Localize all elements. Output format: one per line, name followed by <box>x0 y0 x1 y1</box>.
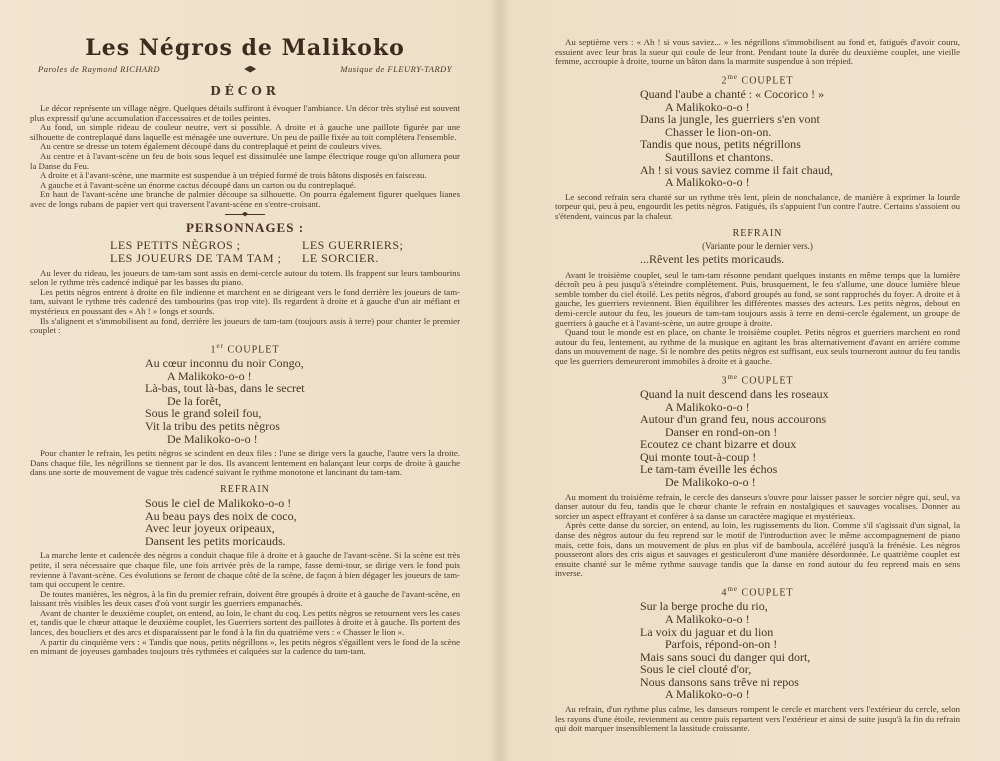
verse-line: Le tam-tam éveille les échos <box>640 462 778 477</box>
stage-direction: Pour chanter le refrain, les petits nègros se scindent en deux files : l'une se dirige vers la gauche, l'autre vers la droite. Dans chaque file, les négrillons se tiennent par le dos. Ils avancent lentement en balançant leur corps de droite à gauche dans une sorte de mouvement de vague très cadencé suivant le rythme monotone et lancinant du tam-tam. <box>30 448 460 478</box>
couplet-2-verse <box>640 88 960 189</box>
verse-line: Mais sans souci du danger qui dort, <box>640 649 811 664</box>
decor-paragraph: Au centre se dresse un totem également découpé dans du contreplaqué et peint de couleurs vives. <box>40 141 382 152</box>
stage-direction: Quand tout le monde est en place, on chante le troisième couplet. Petits nègros et guerriers marchent en rond autour du feu, lentement, au rythme de la musique en agitant les bras alternativement d'avant en arrière comme dans un mouvement de nage. Si le nombre des petits nègros est suffisant, eux seuls tourneront autour du feu tandis que les guerriers demeureront immobiles à droite et à gauche. <box>555 327 960 366</box>
stage-direction: Au moment du troisième refrain, le cercle des danseurs s'ouvre pour laisser passer le sorcier nègre qui, seul, va danser autour du feu, tandis que le chœur chante le refrain en nostalgiques et sauvages vocalises. Donner au sorcier un aspect effrayant et conférer à sa danse un caractère magique et mystérieux. <box>555 491 960 521</box>
verse-line: Dans la jungle, les guerriers s'en vont <box>640 112 820 127</box>
refrain-2-heading: REFRAIN <box>732 227 783 239</box>
verse-line: A Malikoko-o-o ! <box>665 175 750 190</box>
stage-direction: Au refrain, d'un rythme plus calme, les danseurs rompent le cercle et marchent vers l'extérieur du cercle, selon les rayons d'une étoile, revienment au centre puis repartent vers l'extérieur et ainsi de suite jusqu'à la fin du refrain qui doit marquer insensiblement la lassitude croissante. <box>555 704 960 734</box>
refrain-1-verse <box>145 497 460 547</box>
stage-direction: Avant de chanter le deuxième couplet, on entend, au loin, le chant du coq. Les petits nègros se retournent vers les cases et, tandis que le chœur attaque le deuxième couplet, les Guerriers sortent des paillotes à droite et à gauche. Ils portent des lances, des boucliers et des arcs et disparaissent par le fond à la fin du quatrième vers : « Chasser le lion ». <box>30 607 460 638</box>
couplet-4-verse <box>640 600 960 701</box>
verse-line: Là-bas, tout là-bas, dans le secret <box>145 381 305 396</box>
verse-line: Parfois, répond-on-on ! <box>665 637 778 652</box>
lyrics-credit: Paroles de Raymond RICHARD <box>38 64 160 74</box>
verse-line: Dansent les petits moricauds. <box>145 533 286 548</box>
refrain-2-note: (Variante pour le dernier vers.) <box>702 240 813 251</box>
couplet-3-verse <box>640 388 960 489</box>
couplet-2-heading: $2^{me}$ COUPLET <box>721 72 794 87</box>
stage-direction: De toutes manières, les nègros, à la fin du premier refrain, doivent être groupés à droite et à gauche de l'avant-scène, en laissant très visibles les deux cases d'où vont surgir les guerriers empanachés. <box>30 588 460 609</box>
verse-line: Au cœur inconnu du noir Congo, <box>145 356 304 371</box>
character-name: LES GUERRIERS; <box>302 237 404 252</box>
credits-line <box>30 64 460 74</box>
diamond-ornament-icon <box>244 66 256 73</box>
couplet-1-verse <box>145 357 460 445</box>
decor-paragraph: Au centre et à l'avant-scène un feu de bois sous lequel est dissimulée une lampe électrique rouge qu'on allumera pour la Danse du Feu. <box>30 150 460 171</box>
stage-direction: Avant le troisième couplet, seul le tam-tam résonne pendant quelques instants en même temps que la lumière décroît peu à peu jusqu'à s'éteindre complètement. Puis, brusquement, le feu s'allume, une douce lumière bleue semble tomber du ciel étoilé. Les petits nègros, d'abord groupés au fond, se sont rapprochés du foyer. A droite et à gauche, les guerriers reviennent. Bien équilibrer les différentes masses des acteurs. Les petits nègros, debout en demi-cercle autour du feu, les joueurs de tam-tam toujours assis à terre en demi-cercle également, un groupe de guerriers à gauche et à l'avant-scène, un autre groupe à droite. <box>555 269 960 328</box>
stage-direction: Au lever du rideau, les joueurs de tam-tam sont assis en demi-cercle autour du totem. Ils frappent sur leurs tambourins selon le rythme très cadencé indiqué par les basses du piano. <box>30 267 460 288</box>
refrain-2-line: ...Rêvent les petits moricauds. <box>640 251 785 266</box>
verse-line: Quand l'aube a chanté : « Cocorico ! » <box>640 87 825 102</box>
verse-line: A Malikoko-o-o ! <box>167 368 252 383</box>
music-credit: Musique de FLEURY-TARDY <box>340 64 452 74</box>
decor-paragraph: Le décor représente un village nègre. Quelques détails suffiront à évoquer l'ambiance. Un décor très stylisé est souvent plus expressif qu'une accumulation d'accessoires et de toiles peintes. <box>30 103 460 123</box>
verse-line: Ah ! si vous saviez comme il fait chaud, <box>640 162 833 177</box>
stage-direction: Ils s'alignent et s'immobilisent au fond, derrière les joueurs de tam-tam (toujours assis à terre) pour chanter le premier couplet : <box>30 315 460 336</box>
verse-line: A Malikoko-o-o ! <box>665 399 750 414</box>
verse-line: Sous le grand soleil fou, <box>145 406 262 421</box>
verse-line: A Malikoko-o-o ! <box>665 99 750 114</box>
verse-line: Au beau pays des noix de coco, <box>145 508 297 523</box>
couplet-4-heading: $4^{me}$ COUPLET <box>721 585 794 599</box>
couplet-1-heading: 1er COUPLET <box>210 341 280 356</box>
verse-line: La voix du jaguar et du lion <box>640 624 774 639</box>
stage-direction: Le second refrain sera chanté sur un rythme très lent, plein de nonchalance, de manière à exprimer la lourde torpeur qui, peu à peu, engourdit les petits nègros. Fatigués, ils s'appuient l'un contre l'autre. Certains s'assoient ou s'étendent, vaincus par la chaleur. <box>555 191 960 222</box>
personnages-heading: PERSONNAGES : <box>185 219 305 235</box>
verse-line: De Malikoko-o-o ! <box>665 475 756 490</box>
refrain-1-heading: REFRAIN <box>220 483 270 495</box>
verse-line: Qui monte tout-à-coup ! <box>640 449 757 464</box>
verse-line: Vit la tribu des petits nègros <box>145 418 280 433</box>
character-name: LES JOUEURS DE TAM TAM ; <box>110 250 282 265</box>
right-column <box>555 0 960 761</box>
section-divider-icon <box>225 214 265 215</box>
decor-paragraph: En haut de l'avant-scène une branche de palmier découpe sa silhouette. On pourra également figurer quelques lianes avec de longs rubans de papier vert qui traversent l'avant-scène en s'entre-croisant. <box>30 189 460 209</box>
character-name: LES PETITS NÈGROS ; <box>110 237 241 252</box>
decor-paragraph: A gauche et à l'avant-scène un énorme cactus découpé dans un carton ou du contreplaqué. <box>40 179 356 190</box>
verse-line: De la forêt, <box>167 393 222 408</box>
decor-text <box>30 104 460 210</box>
verse-line: Sur la berge proche du rio, <box>640 599 768 614</box>
verse-line: Autour d'un grand feu, nous accourons <box>640 412 827 427</box>
verse-line: Sous le ciel clouté d'or, <box>640 662 752 677</box>
stage-direction: Au septième vers : « Ah ! si vous saviez... » les négrillons s'immobilisent au fond et, fatigués d'avoir couru, essuient avec leur bras la sueur qui coule de leur front. Pendant toute la durée du deuxième couplet, une vieille femme, accroupie à droite, tourne un bâton dans la marmite suspendue à son trépied. <box>555 37 960 67</box>
personnages-list <box>110 239 460 265</box>
stage-direction: A partir du cinquième vers : « Tandis que nous, petits négrillons », les petits nègros s'égaillent vers le fond de la scène en mimant de joyeuses gambades toujours très rythmées et calquées sur la cadence du tam-tam. <box>30 636 460 657</box>
stage-direction: La marche lente et cadencée des nègros a conduit chaque file à droite et à gauche de l'avant-scène. Si la scène est très petite, il sera nécessaire que chaque file, une fois arrivée près de la rampe, fasse demi-tour, se dirige vers le fond puis revienne à l'avant-scène. Ces évolutions se feront de chaque côté de la scène, de façon à bien dégager les joueurs de tam-tam qui occupent le centre. <box>30 550 460 590</box>
page-title: Les Négros de Malikoko <box>85 35 405 61</box>
verse-line: A Malikoko-o-o ! <box>665 611 750 626</box>
verse-line: Avec leur joyeux oripeaux, <box>145 521 275 536</box>
verse-line: Danser en rond-on-on ! <box>665 424 778 439</box>
verse-line: Quand la nuit descend dans les roseaux <box>640 386 829 401</box>
verse-line: Tandis que nous, petits négrillons <box>640 137 801 152</box>
stage-direction: Les petits nègros entrent à droite en file indienne et marchent en se dirigeant vers le fond derrière les joueurs de tam-tam, suivant le rythme très cadencé des tambourins (pas trop vite). Ils regardent à droite et à gauche d'un air méfiant et mystérieux en poussant des « Ah ! » longs et sourds. <box>30 286 460 316</box>
stage-direction: Après cette danse du sorcier, on entend, au loin, les rugissements du lion. Comme s'il s'agissait d'un signal, la danse des nègros autour du feu reprend sur le motif de l'introduction avec le même accompagnement de piano mais, cette fois, dans un mouvement de plus en plus vif de bamboula, accéléré jusqu'à la frénésie. Les nègros pousseront alors des cris aigus et sauvages et gesticuleront d'une manière désordonnée. Le quatrième couplet est ensuite chanté sur le même rythme sauvage tandis que la danse en rond autour du feu reprend mais en sens inverse. <box>555 520 960 579</box>
left-column <box>30 0 460 761</box>
verse-line: Sous le ciel de Malikoko-o-o ! <box>145 495 292 510</box>
verse-line: Sautillons et chantons. <box>665 150 774 165</box>
verse-line: De Malikoko-o-o ! <box>167 431 258 446</box>
decor-heading: DÉCOR <box>210 84 280 98</box>
decor-paragraph: Au fond, un simple rideau de couleur neutre, vert si possible. A droite et à gauche une paillote figurée par une silhouette de contreplaqué dans laquelle est ménagée une ouverture. Un peu de paille fixée au toit complétera l'ensemble. <box>30 122 460 142</box>
verse-line: Nous dansons sans trêve ni repos <box>640 674 799 689</box>
character-name: LE SORCIER. <box>302 250 379 265</box>
decor-paragraph: A droite et à l'avant-scène, une marmite est suspendue à un trépied formé de trois bâtons disposés en faisceau. <box>40 170 427 181</box>
verse-line: Chasser le lion-on-on. <box>665 124 772 139</box>
verse-line: A Malikoko-o-o ! <box>665 687 750 702</box>
verse-line: Ecoutez ce chant bizarre et doux <box>640 437 797 452</box>
couplet-3-heading: $3^{me}$ COUPLET <box>721 372 794 386</box>
